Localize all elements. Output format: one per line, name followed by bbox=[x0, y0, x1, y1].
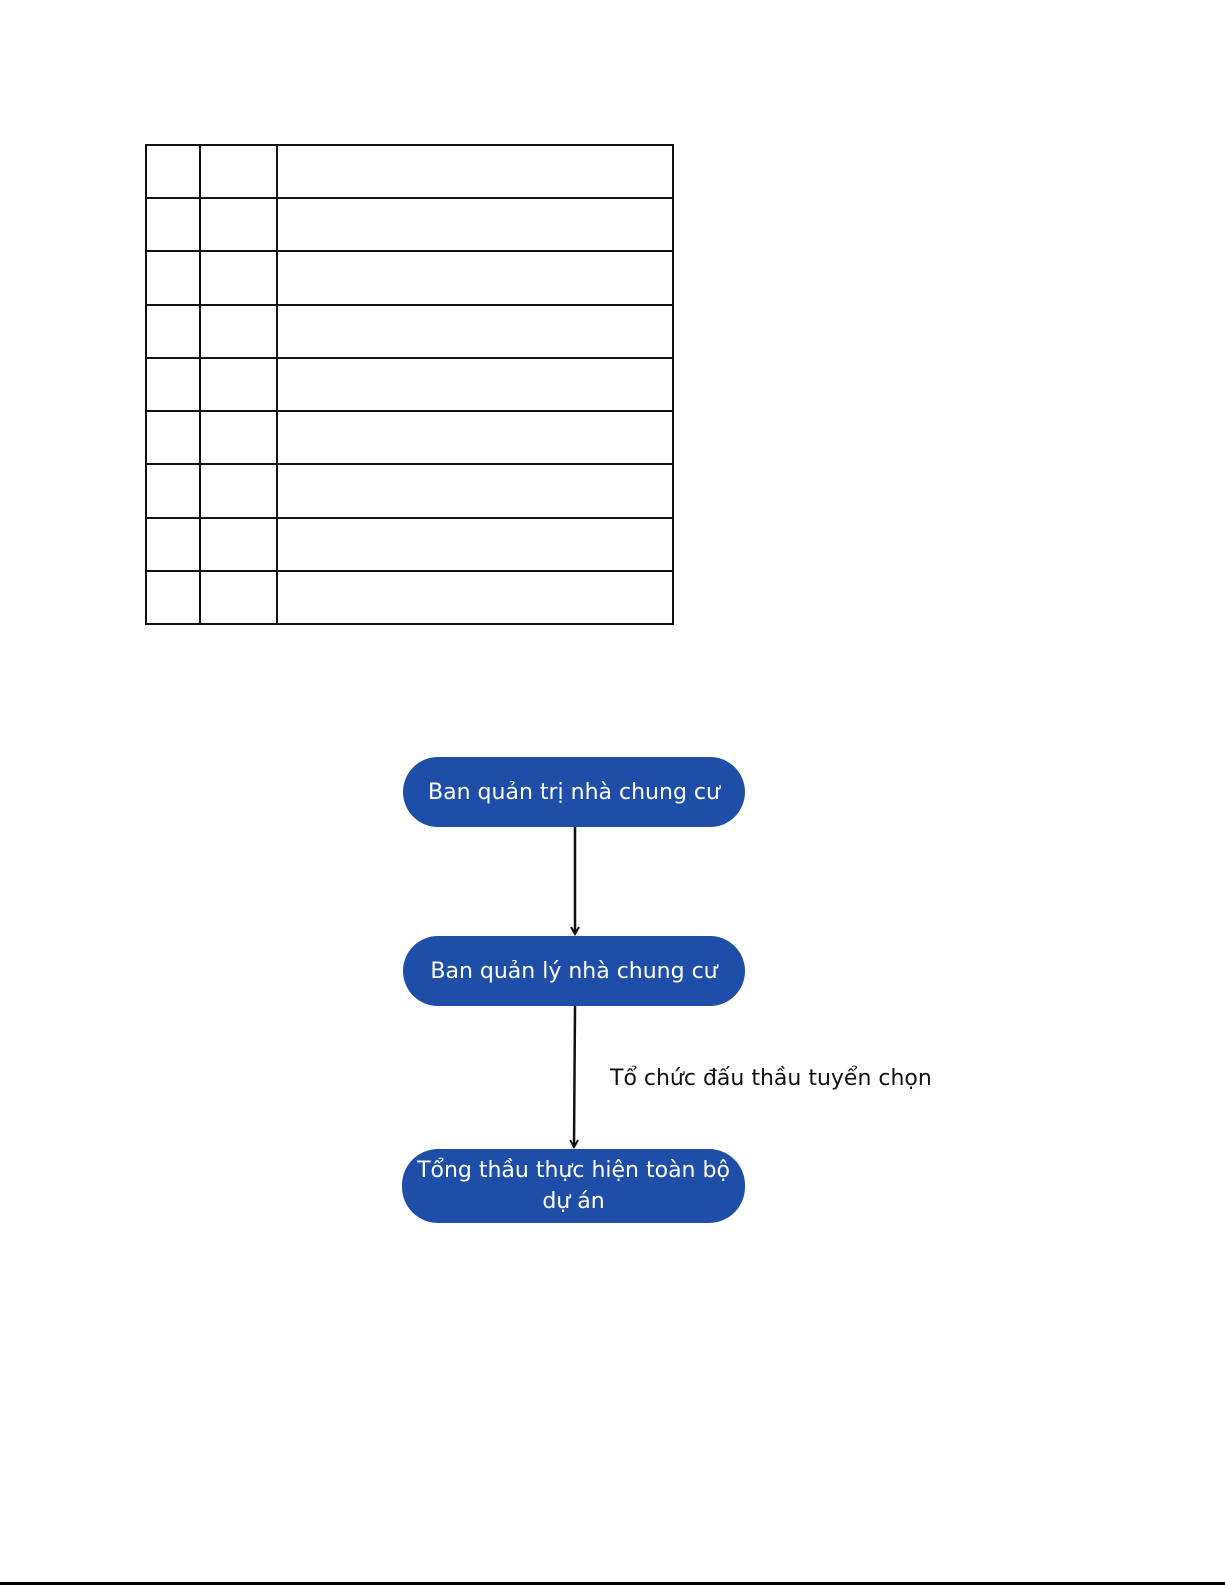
table-cell bbox=[200, 411, 277, 464]
table-cell bbox=[277, 464, 673, 517]
table-cell bbox=[200, 358, 277, 411]
table-cell bbox=[146, 464, 200, 517]
edge-n2-n3 bbox=[574, 1006, 575, 1147]
table-row bbox=[146, 198, 673, 251]
table-cell bbox=[277, 518, 673, 571]
table-cell bbox=[200, 198, 277, 251]
table-row bbox=[146, 518, 673, 571]
node-tong-thau bbox=[402, 1149, 745, 1223]
table-row bbox=[146, 411, 673, 464]
empty-table bbox=[145, 144, 674, 625]
table-cell bbox=[146, 571, 200, 624]
node-ban-quan-ly bbox=[403, 936, 745, 1006]
table-cell bbox=[200, 305, 277, 358]
table-cell bbox=[277, 358, 673, 411]
table-cell bbox=[277, 305, 673, 358]
table-cell bbox=[146, 358, 200, 411]
table-cell bbox=[277, 411, 673, 464]
table-row bbox=[146, 358, 673, 411]
table-cell bbox=[146, 411, 200, 464]
table-row bbox=[146, 571, 673, 624]
edge-label: Tổ chức đấu thầu tuyển chọn bbox=[610, 1066, 932, 1091]
table-row bbox=[146, 464, 673, 517]
node-ban-quan-tri bbox=[403, 757, 745, 827]
node-label: Ban quản trị nhà chung cư bbox=[428, 779, 720, 805]
table-cell bbox=[200, 145, 277, 198]
table-row bbox=[146, 305, 673, 358]
node-label: Tổng thầu thực hiện toàn bộ dự án bbox=[417, 1158, 730, 1214]
table-cell bbox=[277, 251, 673, 304]
table-cell bbox=[200, 251, 277, 304]
node-label: Ban quản lý nhà chung cư bbox=[430, 958, 718, 984]
table-cell bbox=[146, 305, 200, 358]
table-cell bbox=[146, 518, 200, 571]
table-cell bbox=[146, 145, 200, 198]
table-cell bbox=[277, 145, 673, 198]
table-row bbox=[146, 145, 673, 198]
table-cell bbox=[277, 198, 673, 251]
table-cell bbox=[200, 571, 277, 624]
table-row bbox=[146, 251, 673, 304]
table-body bbox=[146, 145, 673, 624]
table-cell bbox=[146, 251, 200, 304]
table-cell bbox=[146, 198, 200, 251]
table-cell bbox=[200, 464, 277, 517]
table-cell bbox=[200, 518, 277, 571]
table-cell bbox=[277, 571, 673, 624]
